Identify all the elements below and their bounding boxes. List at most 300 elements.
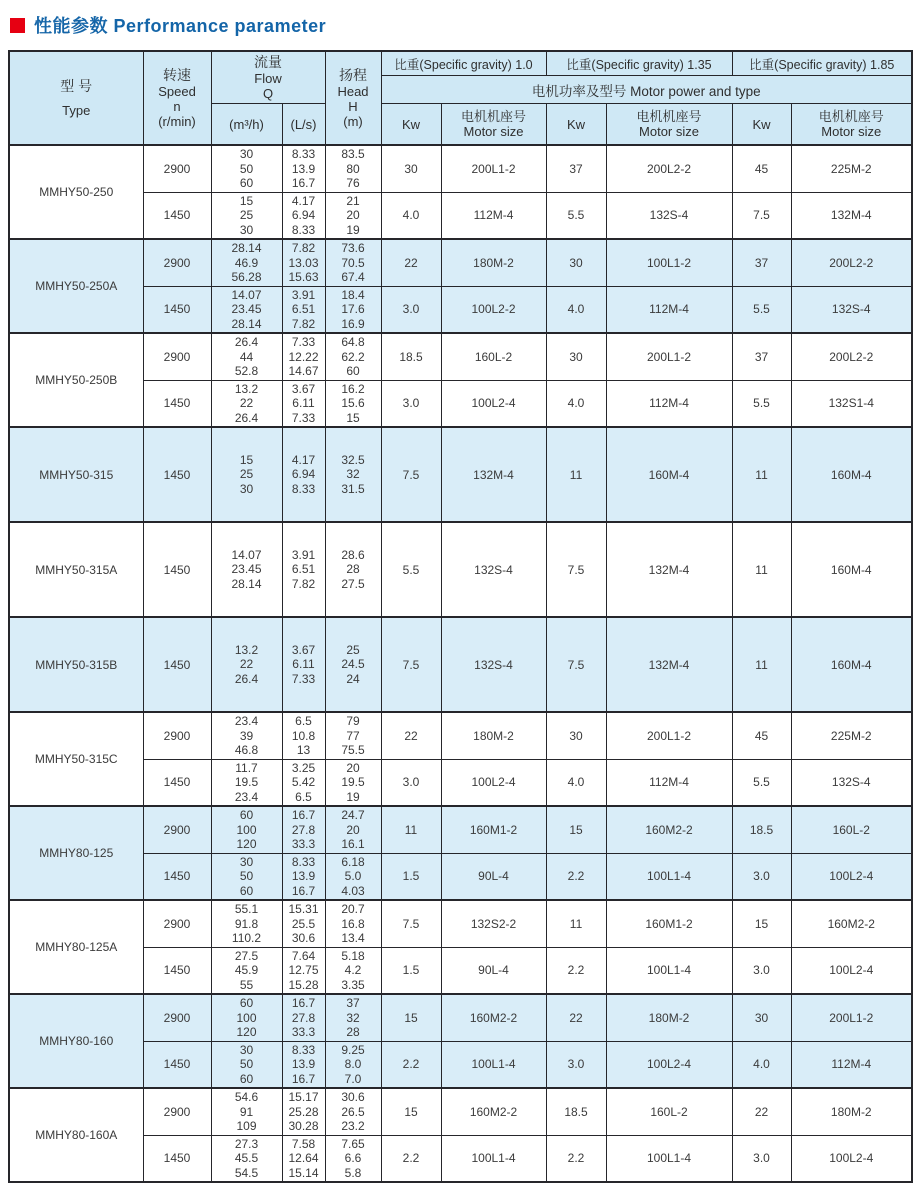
kw-value-sg3: 11 xyxy=(732,617,791,712)
value-line: 12.75 xyxy=(288,963,319,977)
value-line: 30 xyxy=(239,1042,254,1057)
value-line: 23.2 xyxy=(341,1119,365,1133)
motor-size-value-sg2: 160M2-2 xyxy=(606,806,732,853)
flow-m3h-values xyxy=(211,286,282,333)
head-values xyxy=(325,1041,381,1088)
motor-size-value-sg2: 100L1-4 xyxy=(606,1135,732,1182)
motor-size-value-sg1: 132S-4 xyxy=(441,617,546,712)
value-line: 5.18 xyxy=(341,948,365,963)
motor-size-value-sg3: 160M-4 xyxy=(791,427,912,522)
header-speed-unit: (r/min) xyxy=(158,114,196,129)
kw-value-sg2: 7.5 xyxy=(546,617,606,712)
header-type-en: Type xyxy=(62,103,91,118)
flow-ls-values xyxy=(282,1135,325,1182)
motor-size-value-sg2: 200L2-2 xyxy=(606,145,732,192)
model-type: MMHY50-315 xyxy=(9,427,143,522)
flow-m3h-values xyxy=(211,239,282,286)
table-row xyxy=(9,947,912,994)
value-line: 8.33 xyxy=(291,854,316,869)
header-speed xyxy=(143,51,211,145)
header-type xyxy=(9,51,143,145)
value-line: 30 xyxy=(239,222,254,237)
value-line: 16.7 xyxy=(291,808,316,822)
speed-value: 2900 xyxy=(143,239,211,286)
flow-m3h-values xyxy=(211,759,282,806)
value-line: 31.5 xyxy=(341,481,365,496)
header-motor-size-1-cn: 电机机座号 xyxy=(461,109,527,124)
header-motor-size-1-en: Motor size xyxy=(463,124,524,139)
value-line: 60 xyxy=(239,996,254,1010)
value-line: 20 xyxy=(346,822,360,837)
motor-size-value-sg3: 225M-2 xyxy=(791,712,912,759)
model-type: MMHY80-125A xyxy=(9,900,143,994)
model-type: MMHY50-250B xyxy=(9,333,143,427)
value-line: 22 xyxy=(239,396,254,410)
motor-size-value-sg3: 160M-4 xyxy=(791,522,912,617)
value-line: 6.94 xyxy=(291,467,316,482)
value-line: 12.22 xyxy=(288,349,319,364)
value-line: 19.5 xyxy=(341,775,365,789)
value-line: 46.9 xyxy=(234,255,259,270)
value-line: 30 xyxy=(239,147,254,161)
header-type-cn: 型 号 xyxy=(60,78,93,94)
value-line: 7.82 xyxy=(291,316,316,331)
value-line: 16.2 xyxy=(341,381,365,396)
value-line: 14.67 xyxy=(288,364,319,378)
motor-size-value-sg1: 100L2-4 xyxy=(441,380,546,427)
value-line: 5.42 xyxy=(291,775,316,789)
model-type: MMHY50-315C xyxy=(9,712,143,806)
value-line: 13.9 xyxy=(291,869,316,883)
kw-value-sg1: 5.5 xyxy=(381,522,441,617)
value-line: 60 xyxy=(239,1071,254,1086)
speed-value: 1450 xyxy=(143,1041,211,1088)
kw-value-sg2: 4.0 xyxy=(546,380,606,427)
kw-value-sg2: 4.0 xyxy=(546,286,606,333)
value-line: 15 xyxy=(239,452,254,467)
flow-ls-values xyxy=(282,994,325,1041)
value-line: 54.6 xyxy=(234,1090,259,1104)
kw-value-sg3: 5.5 xyxy=(732,759,791,806)
kw-value-sg2: 11 xyxy=(546,900,606,947)
value-line: 4.2 xyxy=(344,963,362,977)
kw-value-sg1: 2.2 xyxy=(381,1041,441,1088)
value-line: 28 xyxy=(346,1025,360,1039)
table-row xyxy=(9,994,912,1041)
value-line: 20 xyxy=(346,760,360,775)
table-row xyxy=(9,617,912,712)
motor-size-value-sg1: 180M-2 xyxy=(441,712,546,759)
kw-value-sg2: 2.2 xyxy=(546,853,606,900)
table-row xyxy=(9,333,912,380)
value-line: 14.07 xyxy=(231,287,262,302)
value-line: 13.9 xyxy=(291,161,316,176)
value-line: 8.33 xyxy=(291,222,316,237)
value-line: 26.4 xyxy=(234,671,259,686)
speed-value: 1450 xyxy=(143,286,211,333)
value-line: 3.35 xyxy=(341,977,365,992)
value-line: 25.5 xyxy=(291,916,316,931)
value-line: 7.82 xyxy=(291,576,316,591)
value-line: 16.8 xyxy=(341,916,365,931)
motor-size-value-sg2: 132M-4 xyxy=(606,617,732,712)
head-values xyxy=(325,1135,381,1182)
motor-size-value-sg1: 180M-2 xyxy=(441,239,546,286)
flow-m3h-values xyxy=(211,1041,282,1088)
speed-value: 2900 xyxy=(143,712,211,759)
header-motor-size-3-en: Motor size xyxy=(821,124,882,139)
value-line: 60 xyxy=(239,808,254,822)
flow-m3h-values xyxy=(211,900,282,947)
value-line: 17.6 xyxy=(341,302,365,316)
kw-value-sg3: 15 xyxy=(732,900,791,947)
kw-value-sg2: 11 xyxy=(546,427,606,522)
value-line: 30.28 xyxy=(288,1119,319,1133)
value-line: 6.51 xyxy=(291,562,316,577)
head-values xyxy=(325,947,381,994)
kw-value-sg1: 1.5 xyxy=(381,853,441,900)
value-line: 6.18 xyxy=(341,854,365,869)
kw-value-sg2: 5.5 xyxy=(546,192,606,239)
kw-value-sg1: 3.0 xyxy=(381,759,441,806)
value-line: 67.4 xyxy=(341,270,365,284)
value-line: 28.14 xyxy=(231,316,262,331)
flow-ls-values xyxy=(282,900,325,947)
table-row xyxy=(9,1135,912,1182)
value-line: 3.67 xyxy=(291,642,316,657)
head-values xyxy=(325,759,381,806)
value-line: 3.91 xyxy=(291,287,316,302)
kw-value-sg2: 22 xyxy=(546,994,606,1041)
value-line: 3.67 xyxy=(291,381,316,396)
value-line: 7.58 xyxy=(291,1136,316,1151)
value-line: 23.4 xyxy=(234,789,259,804)
value-line: 13.4 xyxy=(341,931,365,945)
kw-value-sg3: 45 xyxy=(732,145,791,192)
kw-value-sg2: 4.0 xyxy=(546,759,606,806)
value-line: 28 xyxy=(346,562,360,577)
value-line: 24.5 xyxy=(341,657,365,672)
motor-size-value-sg1: 90L-4 xyxy=(441,947,546,994)
head-values xyxy=(325,994,381,1041)
value-line: 32 xyxy=(346,467,360,482)
flow-m3h-values xyxy=(211,994,282,1041)
kw-value-sg3: 3.0 xyxy=(732,947,791,994)
value-line: 6.11 xyxy=(292,396,315,410)
value-line: 50 xyxy=(239,869,254,883)
page-title: 性能参数 Performance parameter xyxy=(34,16,327,36)
motor-size-value-sg2: 100L1-4 xyxy=(606,853,732,900)
value-line: 27.8 xyxy=(291,822,316,837)
flow-ls-values xyxy=(282,712,325,759)
model-type: MMHY50-315A xyxy=(9,522,143,617)
value-line: 30.6 xyxy=(291,931,316,945)
motor-size-value-sg1: 132S2-2 xyxy=(441,900,546,947)
value-line: 83.5 xyxy=(341,147,365,161)
kw-value-sg1: 4.0 xyxy=(381,192,441,239)
value-line: 13.2 xyxy=(234,642,259,657)
head-values xyxy=(325,286,381,333)
flow-ls-values xyxy=(282,380,325,427)
motor-size-value-sg3: 160M2-2 xyxy=(791,900,912,947)
section-title xyxy=(10,12,912,38)
value-line: 6.6 xyxy=(344,1151,362,1165)
flow-m3h-values xyxy=(211,380,282,427)
flow-m3h-values xyxy=(211,1135,282,1182)
header-flow-m3h: (m³/h) xyxy=(211,104,282,146)
motor-size-value-sg3: 132S-4 xyxy=(791,286,912,333)
value-line: 60 xyxy=(239,883,254,898)
table-row xyxy=(9,1041,912,1088)
header-motor-size-2-cn: 电机机座号 xyxy=(636,109,702,124)
flow-ls-values xyxy=(282,239,325,286)
model-type: MMHY50-250A xyxy=(9,239,143,333)
head-values xyxy=(325,617,381,712)
kw-value-sg1: 22 xyxy=(381,712,441,759)
header-speed-en: Speed xyxy=(158,84,196,99)
flow-ls-values xyxy=(282,1041,325,1088)
flow-ls-values xyxy=(282,286,325,333)
table-row xyxy=(9,1088,912,1135)
kw-value-sg2: 15 xyxy=(546,806,606,853)
kw-value-sg1: 1.5 xyxy=(381,947,441,994)
motor-size-value-sg2: 200L1-2 xyxy=(606,333,732,380)
flow-ls-values xyxy=(282,522,325,617)
motor-size-value-sg1: 90L-4 xyxy=(441,853,546,900)
value-line: 60 xyxy=(346,364,360,378)
value-line: 16.7 xyxy=(291,176,316,190)
value-line: 100 xyxy=(236,1010,257,1025)
value-line: 91 xyxy=(239,1104,254,1119)
motor-size-value-sg2: 160M1-2 xyxy=(606,900,732,947)
motor-size-value-sg2: 200L1-2 xyxy=(606,712,732,759)
value-line: 24 xyxy=(346,671,360,686)
value-line: 9.25 xyxy=(341,1042,365,1057)
table-row xyxy=(9,712,912,759)
motor-size-value-sg3: 100L2-4 xyxy=(791,853,912,900)
table-row xyxy=(9,286,912,333)
value-line: 24.7 xyxy=(341,808,365,822)
table-body xyxy=(9,145,912,1182)
flow-ls-values xyxy=(282,145,325,192)
flow-m3h-values xyxy=(211,712,282,759)
speed-value: 1450 xyxy=(143,192,211,239)
value-line: 13 xyxy=(296,743,311,757)
value-line: 7.82 xyxy=(291,241,316,255)
value-line: 15 xyxy=(346,410,360,425)
head-values xyxy=(325,853,381,900)
value-line: 25 xyxy=(346,642,360,657)
value-line: 80 xyxy=(346,161,360,176)
header-head-en: Head xyxy=(337,84,369,99)
value-line: 6.51 xyxy=(291,302,316,316)
value-line: 75.5 xyxy=(341,743,365,757)
value-line: 16.1 xyxy=(341,837,365,851)
flow-ls-values xyxy=(282,427,325,522)
value-line: 15.17 xyxy=(288,1090,319,1104)
value-line: 33.3 xyxy=(291,1025,316,1039)
header-gravity-3: 比重(Specific gravity) 1.85 xyxy=(732,51,912,76)
value-line: 6.94 xyxy=(291,208,316,222)
value-line: 25 xyxy=(239,208,254,222)
kw-value-sg2: 30 xyxy=(546,333,606,380)
motor-size-value-sg1: 100L1-4 xyxy=(441,1041,546,1088)
header-motor-size-1 xyxy=(441,104,546,146)
table-row xyxy=(9,192,912,239)
header-motor-size-3 xyxy=(791,104,912,146)
motor-size-value-sg3: 100L2-4 xyxy=(791,947,912,994)
value-line: 18.4 xyxy=(341,287,365,302)
header-head-cn: 扬程 xyxy=(339,67,367,83)
speed-value: 1450 xyxy=(143,522,211,617)
speed-value: 1450 xyxy=(143,380,211,427)
kw-value-sg3: 30 xyxy=(732,994,791,1041)
value-line: 45.5 xyxy=(234,1151,259,1165)
kw-value-sg3: 37 xyxy=(732,333,791,380)
header-motor-size-2 xyxy=(606,104,732,146)
value-line: 16.9 xyxy=(341,316,365,331)
flow-m3h-values xyxy=(211,145,282,192)
speed-value: 2900 xyxy=(143,145,211,192)
table-header xyxy=(9,51,912,145)
kw-value-sg2: 30 xyxy=(546,712,606,759)
value-line: 7.33 xyxy=(291,671,316,686)
value-line: 109 xyxy=(236,1119,257,1133)
model-type: MMHY80-160A xyxy=(9,1088,143,1182)
value-line: 22 xyxy=(239,657,254,672)
motor-size-value-sg1: 160M2-2 xyxy=(441,1088,546,1135)
motor-size-value-sg3: 200L2-2 xyxy=(791,239,912,286)
value-line: 55.1 xyxy=(234,902,259,916)
head-values xyxy=(325,900,381,947)
kw-value-sg1: 15 xyxy=(381,1088,441,1135)
value-line: 26.4 xyxy=(234,410,259,425)
head-values xyxy=(325,192,381,239)
motor-size-value-sg2: 160L-2 xyxy=(606,1088,732,1135)
motor-size-value-sg2: 112M-4 xyxy=(606,380,732,427)
kw-value-sg3: 5.5 xyxy=(732,380,791,427)
value-line: 73.6 xyxy=(341,241,365,255)
value-line: 6.11 xyxy=(292,657,315,672)
motor-size-value-sg1: 100L2-4 xyxy=(441,759,546,806)
value-line: 76 xyxy=(346,176,360,190)
kw-value-sg1: 18.5 xyxy=(381,333,441,380)
motor-size-value-sg1: 100L2-2 xyxy=(441,286,546,333)
value-line: 23.45 xyxy=(231,302,262,316)
value-line: 27.8 xyxy=(291,1010,316,1025)
flow-ls-values xyxy=(282,617,325,712)
header-flow xyxy=(211,51,325,104)
value-line: 15.31 xyxy=(288,902,319,916)
value-line: 20.7 xyxy=(341,902,365,916)
motor-size-value-sg3: 112M-4 xyxy=(791,1041,912,1088)
value-line: 13.03 xyxy=(288,255,319,270)
value-line: 77 xyxy=(346,728,360,743)
header-head-symbol: H xyxy=(348,99,358,114)
table-row xyxy=(9,522,912,617)
value-line: 27.5 xyxy=(234,948,259,963)
flow-ls-values xyxy=(282,333,325,380)
flow-ls-values xyxy=(282,192,325,239)
value-line: 7.64 xyxy=(291,948,316,963)
value-line: 15.63 xyxy=(288,270,319,284)
kw-value-sg3: 7.5 xyxy=(732,192,791,239)
value-line: 37 xyxy=(346,996,360,1010)
head-values xyxy=(325,333,381,380)
flow-m3h-values xyxy=(211,806,282,853)
value-line: 25 xyxy=(239,467,254,482)
value-line: 3.25 xyxy=(291,760,316,775)
value-line: 15.28 xyxy=(288,977,319,992)
value-line: 39 xyxy=(239,728,254,743)
value-line: 14.07 xyxy=(231,547,262,562)
speed-value: 2900 xyxy=(143,900,211,947)
header-flow-symbol: Q xyxy=(262,86,274,101)
flow-m3h-values xyxy=(211,192,282,239)
value-line: 6.5 xyxy=(295,789,312,804)
kw-value-sg1: 7.5 xyxy=(381,427,441,522)
table-row xyxy=(9,145,912,192)
value-line: 26.5 xyxy=(341,1104,365,1119)
value-line: 32 xyxy=(346,1010,360,1025)
value-line: 15.14 xyxy=(288,1165,319,1180)
value-line: 50 xyxy=(239,161,254,176)
flow-ls-values xyxy=(282,1088,325,1135)
motor-size-value-sg2: 160M-4 xyxy=(606,427,732,522)
value-line: 8.0 xyxy=(344,1057,362,1071)
kw-value-sg3: 5.5 xyxy=(732,286,791,333)
motor-size-value-sg1: 132M-4 xyxy=(441,427,546,522)
motor-size-value-sg2: 112M-4 xyxy=(606,759,732,806)
motor-size-value-sg1: 112M-4 xyxy=(441,192,546,239)
motor-size-value-sg1: 160L-2 xyxy=(441,333,546,380)
flow-m3h-values xyxy=(211,522,282,617)
motor-size-value-sg3: 132S1-4 xyxy=(791,380,912,427)
motor-size-value-sg2: 180M-2 xyxy=(606,994,732,1041)
value-line: 4.17 xyxy=(291,193,316,208)
kw-value-sg3: 45 xyxy=(732,712,791,759)
kw-value-sg2: 2.2 xyxy=(546,1135,606,1182)
header-head-unit: (m) xyxy=(343,114,363,129)
value-line: 23.45 xyxy=(231,562,262,577)
flow-m3h-values xyxy=(211,1088,282,1135)
motor-size-value-sg1: 200L1-2 xyxy=(441,145,546,192)
value-line: 4.17 xyxy=(291,452,316,467)
kw-value-sg2: 2.2 xyxy=(546,947,606,994)
flow-ls-values xyxy=(282,759,325,806)
value-line: 15.6 xyxy=(341,396,365,410)
kw-value-sg2: 18.5 xyxy=(546,1088,606,1135)
value-line: 30.6 xyxy=(341,1090,365,1104)
value-line: 19.5 xyxy=(234,775,259,789)
value-line: 27.3 xyxy=(234,1136,259,1151)
value-line: 21 xyxy=(346,193,360,208)
value-line: 27.5 xyxy=(341,576,365,591)
value-line: 8.33 xyxy=(291,481,316,496)
kw-value-sg3: 3.0 xyxy=(732,1135,791,1182)
motor-size-value-sg3: 200L2-2 xyxy=(791,333,912,380)
kw-value-sg3: 3.0 xyxy=(732,853,791,900)
motor-size-value-sg3: 100L2-4 xyxy=(791,1135,912,1182)
head-values xyxy=(325,522,381,617)
flow-m3h-values xyxy=(211,947,282,994)
motor-size-value-sg3: 225M-2 xyxy=(791,145,912,192)
value-line: 16.7 xyxy=(291,883,316,898)
header-kw-1: Kw xyxy=(381,104,441,146)
kw-value-sg2: 37 xyxy=(546,145,606,192)
value-line: 15 xyxy=(239,193,254,208)
speed-value: 1450 xyxy=(143,1135,211,1182)
